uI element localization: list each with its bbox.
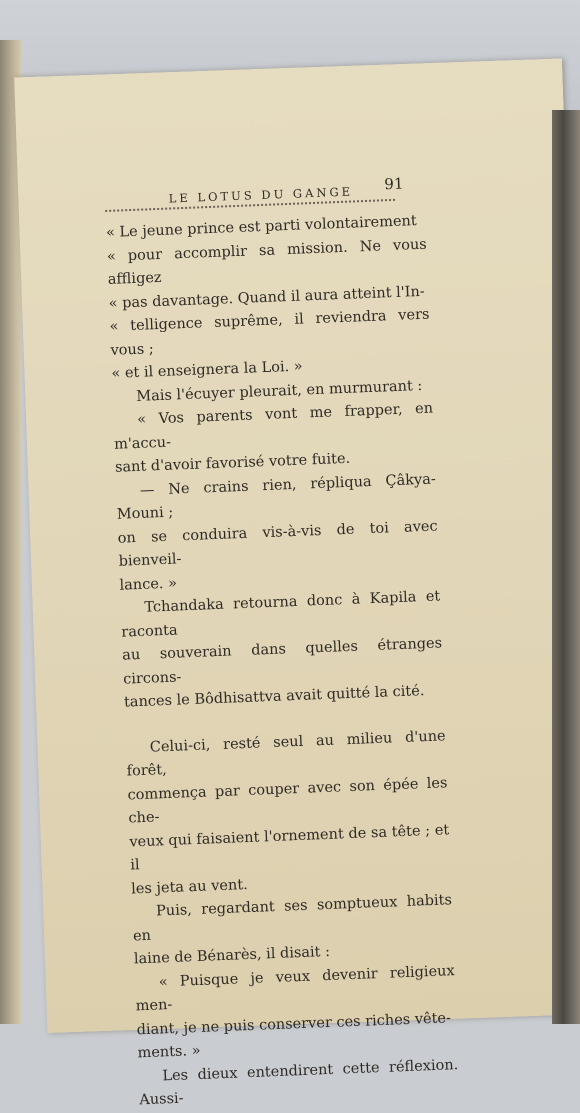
text-line: « Vos parents vont me frapper, en m'accu- [113,400,434,453]
text-line: Celui-ci, resté seul au milieu d'une forêt, [126,727,446,780]
text-line: les jeta au vent. [130,876,249,897]
text-line: Les dieux entendirent cette réflexion. Aussi- [139,1056,459,1109]
text-line: diant, je ne puis conserver ces riches vête- [136,1009,452,1038]
text-line: « pour accomplir sa mission. Ne vous affligez [106,236,428,288]
text-line: veux qui faisaient l'ornement de sa tête ; et il [129,821,450,874]
text-line: « Le jeune prince est parti volontairement [105,213,418,241]
text-line: commença par couper avec son épée les che- [127,774,448,827]
paragraph [116,468,440,598]
text-line: « telligence suprême, il reviendra vers vous ; [109,306,430,359]
text-line: — Ne crains rien, répliqua Çâkya-Mouni ; [116,470,437,523]
paragraph [132,889,454,972]
page-text [104,168,460,1113]
text-line: Puis, regardant ses somptueux habits en [132,892,453,944]
text-line: « Puisque je veux devenir religieux men- [135,962,455,1015]
paragraph [125,725,451,902]
paragraph [134,960,457,1066]
text-line: Tchandaka retourna donc à Kapila et raconta [121,588,441,641]
running-title: LE LOTUS DU GANGE [168,184,354,206]
text-line: ments. » [137,1042,201,1062]
text-line: « et il enseignera la Loi. » [111,358,303,382]
text-line: lance. » [119,575,178,594]
text-line: sant d'avoir favorisé votre fuite. [114,450,351,476]
book-cover-edge [552,110,580,1024]
paragraph [113,398,435,481]
paragraph [120,585,444,715]
text-line: tances le Bôdhisattva avait quitté la cité. [123,683,425,711]
text-line: laine de Bénarès, il disait : [133,943,331,968]
text-line: « pas davantage. Quand il aura atteint l'In- [108,283,425,312]
text-line: au souverain dans quelles étranges circons- [121,635,443,688]
page-number: 91 [384,174,404,194]
text-line: on se conduira vis-à-vis de toi avec bienveil- [117,517,438,570]
text-line: Mais l'écuyer pleurait, en murmurant : [136,377,423,405]
paragraph [106,210,432,387]
